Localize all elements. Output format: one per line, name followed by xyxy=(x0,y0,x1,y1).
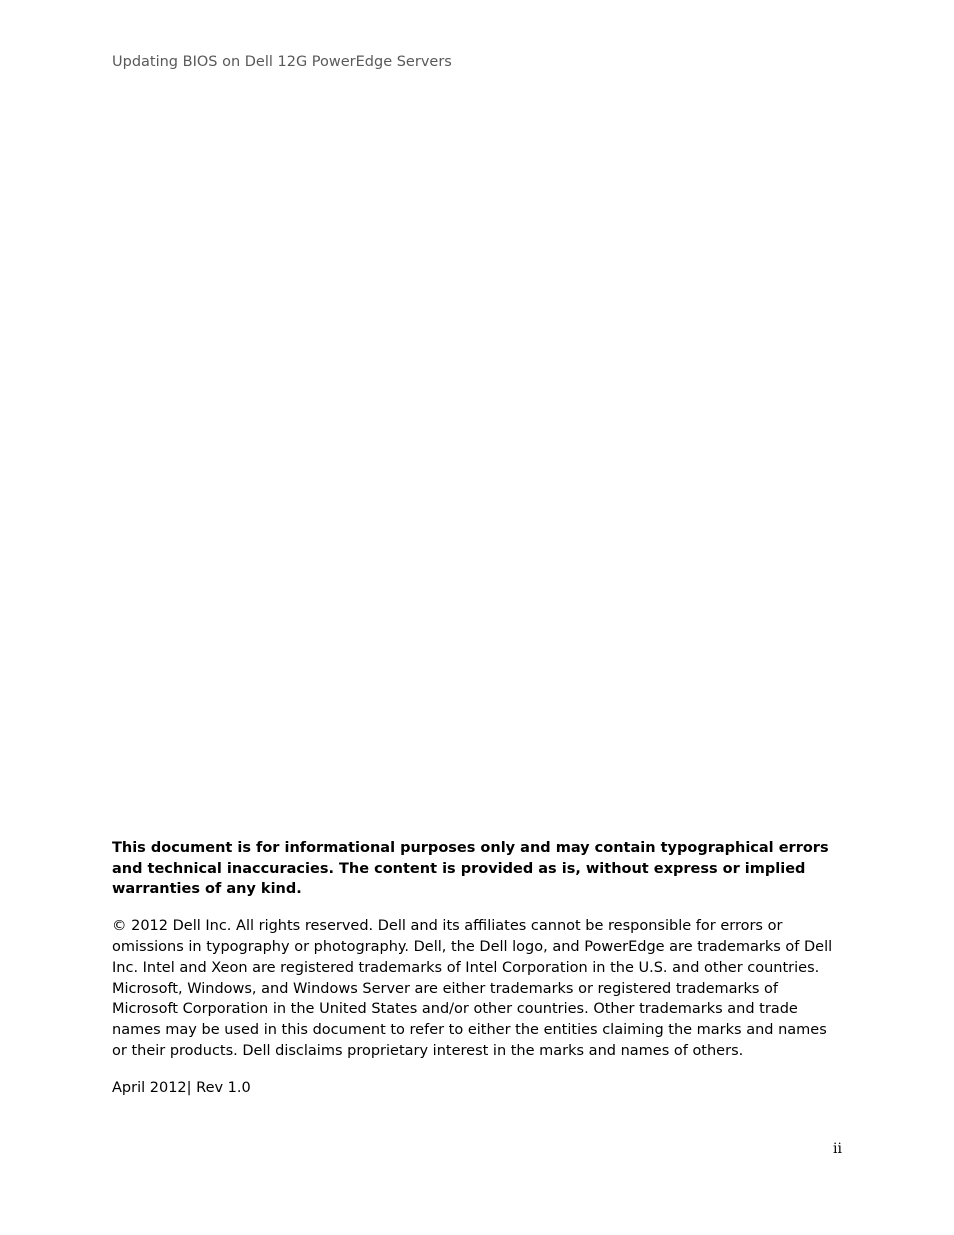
disclaimer-paragraph: This document is for informational purposes only and may contain typographical errors and technical inaccuracies. The content is provided as is, without express or implied warranties of any kind. xyxy=(112,840,829,898)
legal-notice-section xyxy=(112,838,840,1098)
page-number: ii xyxy=(833,1141,842,1157)
running-header-title: Updating BIOS on Dell 12G PowerEdge Servers xyxy=(112,54,452,70)
copyright-paragraph: © 2012 Dell Inc. All rights reserved. Dell and its affiliates cannot be responsible for errors or omissions in typography or photography. Dell, the Dell logo, and PowerEdge are trademarks of Dell Inc. Intel and Xeon are registered trademarks of Intel Corporation in the U.S. and other countries. Microsoft, Windows, and Windows Server are either trademarks or registered trademarks of Microsoft Corporation in the United States and/or other countries. Other trademarks and trade names may be used in this document to refer to either the entities claiming the marks and names or their products. Dell disclaims proprietary interest in the marks and names of others. xyxy=(112,918,833,1059)
revision-date: April 2012| Rev 1.0 xyxy=(112,1079,251,1096)
